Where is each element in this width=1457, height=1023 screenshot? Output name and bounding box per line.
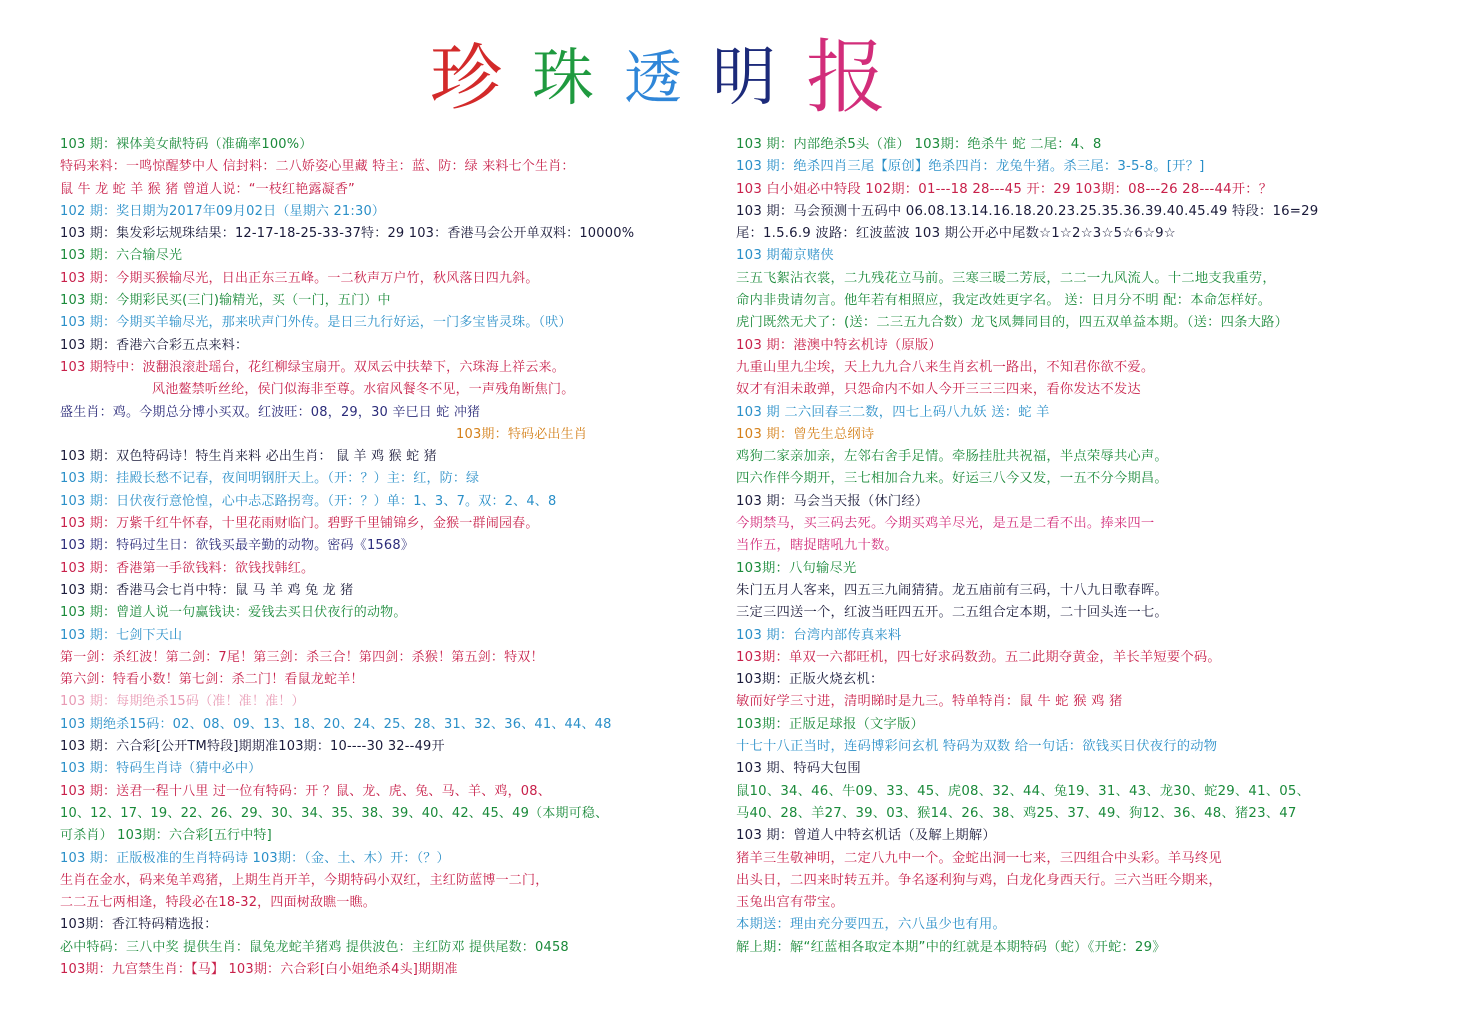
- right-text-line: 103 期：内部绝杀5头（准） 103期：绝杀牛 蛇 二尾：4、8: [736, 137, 1102, 152]
- left-text-line: 103 期：六合彩[公开TM特段]期期准103期：10----30 32--49开: [60, 739, 445, 755]
- left-text-line: 103期：九宫禁生肖：【马】 103期：六合彩[白小姐绝杀4头]期期准: [60, 961, 458, 977]
- left-text-line: 103 期：七剑下天山: [60, 627, 183, 643]
- title-char: 珠: [532, 41, 595, 114]
- right-text-line: 103期：八句输尽光: [736, 560, 857, 576]
- left-column: [60, 134, 710, 981]
- right-text-line: 奴才有泪未敢弹，只怨命内不如人今开三三三四来，看你发达不发达: [736, 382, 1141, 398]
- right-text-line: 三定三四送一个，红波当旺四五开。二五组合定本期，二十回头连一七。: [736, 605, 1168, 621]
- left-text-line: 103 期：今期买羊输尽光，那来吠声门外传。是日三九行好运，一门多宝皆灵珠。（吠）: [60, 315, 572, 331]
- left-text-line: 103 期：正版极准的生肖特码诗 103期：（金、土、木）开：（？）: [60, 850, 450, 866]
- left-text-line: 103 期特中：波翻浪滚赴瑶台，花红柳绿宝扇开。双凤云中扶辇下，六珠海上祥云来。: [60, 359, 565, 375]
- right-text-line: 当作五，瞎捉瞎吼九十数。: [736, 538, 898, 554]
- left-text-line: 103 期：日伏夜行意怆惶，心中忐忑路拐弯。（开：？）单：1、3、7。双：2、4、8: [60, 493, 557, 509]
- left-text-line: 103 期：送君一程十八里 过一位有特码：开 ？鼠、龙、虎、兔、马、羊、鸡，08、: [60, 783, 551, 799]
- right-text-line: 解上期：解“红蓝相各取定本期”中的红就是本期特码（蛇）《开蛇：29》: [736, 939, 1166, 955]
- left-text-line: 103期：特码必出生肖: [456, 426, 588, 442]
- left-text-line: 10、12、17、19、22、26、29、30、34、35、38、39、40、42、45、49（本期可稳、: [60, 805, 609, 821]
- right-text-line: 103 期 二六回春三二数，四七上码八九妖 送：蛇 羊: [736, 404, 1050, 420]
- right-text-line: 鸡狗二家亲加亲，左邻右舍手足情。牵肠挂肚共祝福，半点荣辱共心声。: [736, 449, 1168, 465]
- right-text-line: 马40、28、羊27、39、03、猴14、26、38、鸡25、37、49、狗12、36、48、猪23、47: [736, 805, 1297, 821]
- right-text-line: 103 白小姐必中特段 102期：01---18 28---45 开：29 103期：08---26 28---44开：？: [736, 181, 1273, 197]
- left-text-line: 必中特码：三八中奖 提供生肖：鼠兔龙蛇羊猪鸡 提供波色：主红防邓 提供尾数：0458: [60, 939, 569, 955]
- right-text-line: 朱门五月人客来，四五三九闹猜猜。龙五庙前有三码，十八九日歌春晖。: [736, 582, 1168, 598]
- right-text-line: 三五飞絮沾衣裳，二九残花立马前。三寒三暖二芳辰，二二一九风流人。十二地支我重劳，: [736, 270, 1276, 286]
- left-text-line: 103 期：双色特码诗！特生肖来料 必出生肖： 鼠 羊 鸡 猴 蛇 猪: [60, 449, 437, 465]
- right-text-line: 103 期、特码大包围: [736, 761, 861, 777]
- right-text-line: 今期禁马，买三码去死。今期买鸡羊尽光，是五是二看不出。捧来四一: [736, 516, 1155, 532]
- left-text-line: 特码来料：一鸣惊醒梦中人 信封料：二八娇姿心里藏 特主：蓝、防：绿 来料七个生肖：: [60, 159, 575, 175]
- right-text-line: 敏而好学三寸进，清明睇时是九三。特单特肖：鼠 牛 蛇 猴 鸡 猪: [736, 694, 1123, 710]
- left-text-line: 103 期：香港第一手欲钱料：欲钱找韩红。: [60, 560, 315, 576]
- right-text-line: 出头日，二四来时转五并。争名逐利狗与鸡，白龙化身西天行。三六当旺今期来，: [736, 872, 1222, 888]
- left-text-line: 鼠 牛 龙 蛇 羊 猴 猪 曾道人说：“一枝红艳露凝香”: [60, 181, 355, 197]
- right-text-line: 四六作伴今期开，三七相加合九来。好运三八今又发，一五不分今期昌。: [736, 471, 1168, 487]
- left-text-line: 可杀肖） 103期：六合彩[五行中特]: [60, 828, 272, 844]
- right-column: [736, 134, 1426, 959]
- title-char: 珍: [430, 36, 503, 120]
- right-text-line: 103期：正版足球报（文字版）: [736, 716, 924, 732]
- left-text-line: 103 期：裸体美女献特码（准确率100%）: [60, 137, 313, 152]
- left-text-line: 103 期：集发彩坛规珠结果：12-17-18-25-33-37特：29 103：香港马会公开单双料：10000%: [60, 226, 635, 242]
- right-text-line: 103 期：曾先生总纲诗: [736, 426, 875, 442]
- right-text-line: 103 期：马会当天报（休门经）: [736, 493, 929, 509]
- left-text-line: 103 期：六合输尽光: [60, 248, 183, 264]
- left-text-line: 103 期：挂殿长愁不记春，夜间明钢肝天上。（开：？）主：红，防：绿: [60, 471, 480, 487]
- title-char: 报: [806, 31, 887, 124]
- right-text-line: 玉兔出宫有带宝。: [736, 895, 844, 911]
- right-text-line: 103 期：台湾内部传真来料: [736, 627, 902, 643]
- right-text-line: 尾：1.5.6.9 波路：红波蓝波 103 期公开必中尾数☆1☆2☆3☆5☆6☆9☆: [736, 226, 1176, 242]
- masthead-title: [430, 28, 910, 124]
- right-text-line: 103 期：港澳中特玄机诗（原版）: [736, 337, 942, 353]
- right-text-line: 鼠10、34、46、牛09、33、45、虎08、32、44、兔19、31、43、龙30、蛇29、41、05、: [736, 783, 1311, 799]
- right-text-line: 103 期葡京赌侠: [736, 248, 834, 264]
- left-text-line: 103 期绝杀15码：02、08、09、13、18、20、24、25、28、31、32、36、41、44、48: [60, 716, 612, 732]
- right-text-line: 猪羊三生敬神明，二定八九中一个。金蛇出洞一七来，三四组合中头彩。羊马终见: [736, 850, 1222, 866]
- left-text-line: 103 期：今期彩民买(三门)输精光，买（一门，五门）中: [60, 293, 391, 309]
- right-text-line: 虎门既然无犬了：(送：二三五九合数）龙飞凤舞同目的，四五双单益本期。（送：四条大路）: [736, 315, 1289, 331]
- right-text-line: 命内非贵请勿言。他年若有相照应，我定改姓更字名。 送：日月分不明 配：本命怎样好。: [736, 293, 1272, 309]
- right-text-line: 本期送：理由充分要四五，六八虽少也有用。: [736, 917, 1006, 933]
- left-text-line: 103 期：特码生肖诗（猜中必中）: [60, 761, 262, 777]
- title-char: 透: [624, 44, 683, 112]
- left-text-line: 103 期：香港马会七肖中特：鼠 马 羊 鸡 兔 龙 猪: [60, 582, 354, 598]
- left-text-line: 盛生肖：鸡。今期总分博小买双。红波旺：08，29，30 辛巳日 蛇 冲猪: [60, 404, 481, 420]
- right-text-line: 103期：正版火烧玄机：: [736, 672, 884, 688]
- left-text-line: 103期：香江特码精选报：: [60, 917, 218, 933]
- left-text-line: 103 期：每期绝杀15码（准！准！准！）: [60, 694, 305, 710]
- left-text-line: 二二五七两相逢，特段必在18-32，四面树敌瞧一瞧。: [60, 895, 376, 911]
- left-text-line: 102 期：奖日期为2017年09月02日（星期六 21:30）: [60, 203, 386, 219]
- left-text-line: 生肖在金水，码来兔羊鸡猪，上期生肖开羊，今期特码小双红，主红防蓝博一二门，: [60, 872, 549, 888]
- right-text-line: 103期：单双一六都旺机，四七好求码数劲。五二此期夺黄金，羊长羊短要个码。: [736, 649, 1221, 665]
- right-text-line: 103 期：马会预测十五码中 06.08.13.14.16.18.20.23.25.35.36.39.40.45.49 特段：16=29: [736, 203, 1319, 219]
- right-text-line: 103 期：绝杀四肖三尾【原创】绝杀四肖：龙兔牛猪。杀三尾：3-5-8。[开？]: [736, 159, 1205, 175]
- left-text-line: 103 期：香港六合彩五点来料：: [60, 337, 249, 353]
- left-text-line: 第一剑：杀红波！第二剑：7尾！第三剑：杀三合！第四剑：杀猴！第五剑：特双！: [60, 649, 544, 665]
- left-text-line: 103 期：特码过生日：欲钱买最辛勤的动物。密码《1568》: [60, 538, 415, 554]
- left-text-line: 103 期：今期买猴输尽光，日出正东三五峰。一二秋声万户竹，秋风落日四九斜。: [60, 270, 539, 286]
- title-char: 明: [712, 41, 777, 115]
- left-text-line: 103 期：万紫千红牛怀春，十里花雨财临门。碧野千里铺锦乡，金猴一群闹园春。: [60, 516, 539, 532]
- left-text-line: 103 期：曾道人说一句赢钱诀：爱钱去买日伏夜行的动物。: [60, 605, 407, 621]
- left-text-line: 第六剑：特看小数！第七剑：杀二门！看鼠龙蛇羊！: [60, 672, 364, 688]
- right-text-line: 十七十八正当时，连码博彩问玄机 特码为双数 给一句话：欲钱买日伏夜行的动物: [736, 739, 1218, 755]
- left-text-line: 风池鳌禁听丝纶，侯门似海非至尊。水宿风餐冬不见，一声残角断焦门。: [152, 382, 575, 398]
- right-text-line: 103 期：曾道人中特玄机话（及解上期解）: [736, 828, 996, 844]
- right-text-line: 九重山里九尘埃，天上九九合八来生肖玄机一路出，不知君你欲不爱。: [736, 359, 1155, 375]
